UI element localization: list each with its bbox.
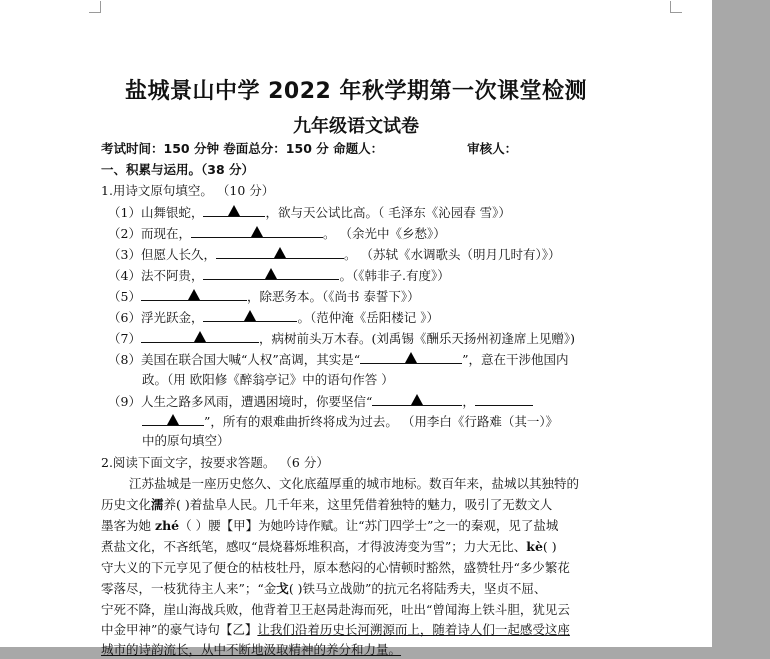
triangle-icon — [194, 331, 206, 342]
triangle-icon — [274, 247, 286, 258]
passage-line: 煮盐文化，不吝纸笔，感叹“晨烧暮烁堆积高，才得波涛变为雪”；力大无比、kè( ) — [101, 539, 557, 554]
answer-blank[interactable] — [142, 412, 204, 426]
target-character: 濡 — [151, 497, 164, 512]
triangle-icon — [405, 352, 417, 363]
triangle-icon — [167, 414, 179, 425]
passage-line: 江苏盐城是一座历史悠久、文化底蕴厚重的城市地标。数百年来，盐城以其独特的 — [129, 476, 580, 491]
triangle-icon — [251, 226, 263, 237]
triangle-icon — [188, 289, 200, 300]
question-item: （1）山舞银蛇， ，欲与天公试比高。（ 毛泽东《沁园春 雪》） — [108, 205, 511, 220]
pinyin-prompt: kè — [526, 539, 543, 554]
passage-line: 墨客为她 zhé（ ）腰【甲】为她吟诗作赋。让“苏门四学士”之一的秦观，见了盐城 — [101, 518, 559, 533]
answer-blank[interactable] — [475, 392, 533, 406]
section-heading: 一、积累与运用。（38 分） — [101, 162, 254, 177]
question-item: （6）浮光跃金， 。（范仲淹《岳阳楼记 》） — [108, 310, 439, 325]
passage-line: 中金甲神”的豪气诗句【乙】让我们沿着历史长河溯源而上，随着诗人们一起感受这座 — [101, 622, 570, 637]
answer-blank[interactable] — [191, 224, 323, 238]
answer-blank[interactable] — [216, 245, 344, 259]
answer-blank[interactable] — [203, 266, 339, 280]
triangle-icon — [244, 310, 256, 321]
viewer-background — [712, 0, 770, 647]
triangle-icon — [265, 268, 277, 279]
question-2-prompt: 2.阅读下面文字，按要求答题。 （6 分） — [101, 455, 329, 470]
question-item: （2）而现在， 。 （余光中《乡愁》） — [108, 226, 446, 241]
underlined-sentence: 让我们沿着历史长河溯源而上，随着诗人们一起感受这座 — [257, 622, 570, 637]
question-item: （7） ，病树前头万木春。(刘禹锡《酬乐天扬州初逢席上见赠》) — [108, 331, 575, 346]
answer-blank[interactable] — [203, 203, 265, 217]
exam-subtitle: 九年级语文试卷 — [293, 116, 419, 137]
question-item-continued: ”，所有的艰难曲折终将成为过去。 （用李白《行路难（其一）》 — [142, 412, 558, 431]
pinyin-prompt: zhé — [154, 518, 180, 533]
passage-line: 城市的诗韵流长，从中不断地汲取精神的养分和力量。 — [101, 642, 402, 657]
exam-title: 盐城景山中学 2022 年秋学期第一次课堂检测 — [124, 79, 588, 104]
answer-blank[interactable] — [372, 392, 462, 406]
target-character: 戈 — [276, 581, 289, 596]
triangle-icon — [228, 205, 240, 216]
passage-line: 零落尽，一枝犹待主人来”；“金戈( )铁马立战勋”的抗元名将陆秀夫，坚贞不屈、 — [101, 581, 547, 596]
question-1-prompt: 1.用诗文原句填空。 （10 分） — [101, 183, 275, 198]
question-item-continued: 政。（用 欧阳修《醉翁亭记》中的语句作答 ） — [142, 372, 394, 387]
page-corner-mark — [89, 1, 101, 13]
passage-line: 宁死不降，崖山海战兵败，他背着卫王赵昺赴海而死，吐出“曾闻海上铁斗胆，犹见云 — [101, 602, 570, 617]
passage-line: 历史文化濡养( )着盐阜人民。几千年来，这里凭借着独特的魅力，吸引了无数文人 — [101, 497, 553, 512]
exam-info-left: 考试时间：150 分钟 卷面总分：150 分 命题人： — [101, 141, 384, 156]
page-corner-mark — [670, 1, 682, 13]
question-item-continued: 中的原句填空） — [142, 433, 230, 448]
question-item: （3）但愿人长久， 。 （苏轼《水调歌头（明月几时有）》） — [108, 247, 561, 262]
reviewer-label: 审核人： — [467, 141, 518, 156]
triangle-icon — [411, 394, 423, 405]
exam-info — [101, 140, 517, 158]
question-item: （5） ，除恶务本。（《尚书 泰誓下》） — [108, 289, 420, 304]
question-item: （8）美国在联合国大喊“人权”高调，其实是“ ”，意在干涉他国内 — [108, 352, 569, 367]
passage-line: 守大义的下元亨见了便仓的枯枝牡丹，原本愁闷的心情顿时豁然，盛赞牡丹“多少繁花 — [101, 560, 570, 575]
answer-blank[interactable] — [203, 308, 297, 322]
question-item: （4）法不阿贵， 。（《韩非子.有度》） — [108, 268, 450, 283]
question-item: （9）人生之路多风雨，遭遇困境时，你要坚信“ ， — [108, 392, 533, 411]
answer-blank[interactable] — [141, 329, 259, 343]
answer-blank[interactable] — [360, 350, 462, 364]
answer-blank[interactable] — [141, 287, 247, 301]
